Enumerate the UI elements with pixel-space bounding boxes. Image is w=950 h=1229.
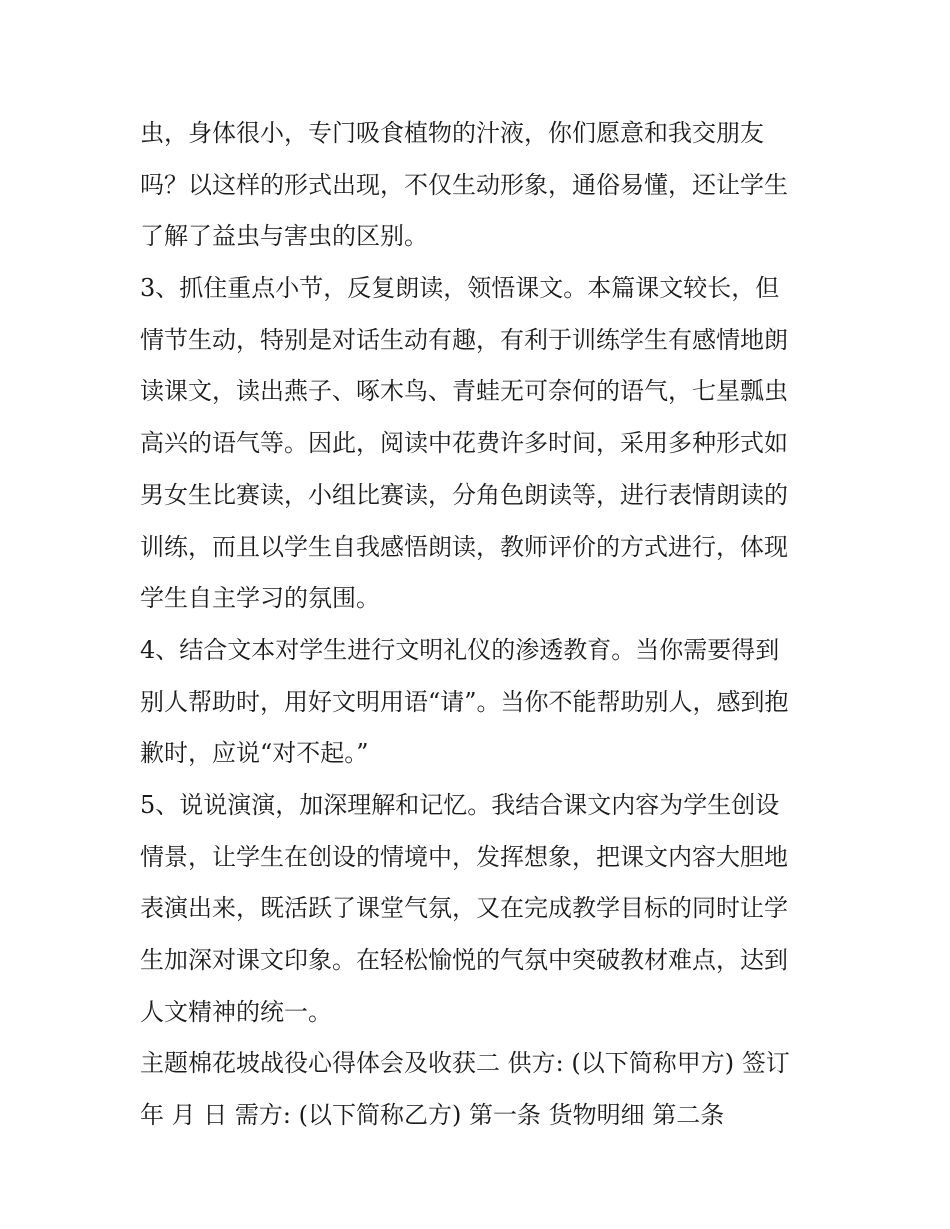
text-line: 人文精神的统一。 <box>140 997 332 1026</box>
text-line: 学生自主学习的氛围。 <box>140 584 380 613</box>
text-line: 生加深对课文印象。在轻松愉悦的气氛中突破教材难点，达到 <box>140 946 788 974</box>
text-line: 歉时，应说“对不起。” <box>140 739 369 768</box>
text-line: 了解了益虫与害虫的区别。 <box>140 222 428 251</box>
text-line: 吗？以这样的形式出现，不仅生动形象，通俗易懂，还让学生 <box>140 170 788 199</box>
text-line: 主题棉花坡战役心得体会及收获二 供方: (以下简称甲方) 签订 <box>140 1049 790 1078</box>
text-line: 男女生比赛读，小组比赛读，分角色朗读等，进行表情朗读的 <box>140 480 788 509</box>
text-line: 高兴的语气等。因此，阅读中花费许多时间，采用多种形式如 <box>140 429 788 458</box>
text-line: 训练，而且以学生自我感悟朗读，教师评价的方式进行，体现 <box>140 532 788 561</box>
text-line: 3、抓住重点小节，反复朗读，领悟课文。本篇课文较长，但 <box>140 274 780 303</box>
text-line: 情节生动，特别是对话生动有趣，有利于训练学生有感情地朗 <box>140 325 788 354</box>
text-line: 4、结合文本对学生进行文明礼仪的渗透教育。当你需要得到 <box>140 635 780 664</box>
text-line: 5、说说演演，加深理解和记忆。我结合课文内容为学生创设 <box>140 790 780 819</box>
text-line: 情景，让学生在创设的情境中，发挥想象，把课文内容大胆地 <box>140 842 788 871</box>
text-line: 读课文，读出燕子、啄木鸟、青蛙无可奈何的语气，七星瓢虫 <box>140 377 788 406</box>
text-line: 表演出来，既活跃了课堂气氛，又在完成教学目标的同时让学 <box>140 894 788 923</box>
text-line: 年 月 日 需方: (以下简称乙方) 第一条 货物明细 第二条 <box>140 1101 725 1130</box>
text-line: 别人帮助时，用好文明用语“请”。当你不能帮助别人，感到抱 <box>140 687 789 716</box>
text-line: 虫，身体很小，专门吸食植物的汁液，你们愿意和我交朋友 <box>140 119 764 147</box>
document-body <box>140 108 830 1142</box>
